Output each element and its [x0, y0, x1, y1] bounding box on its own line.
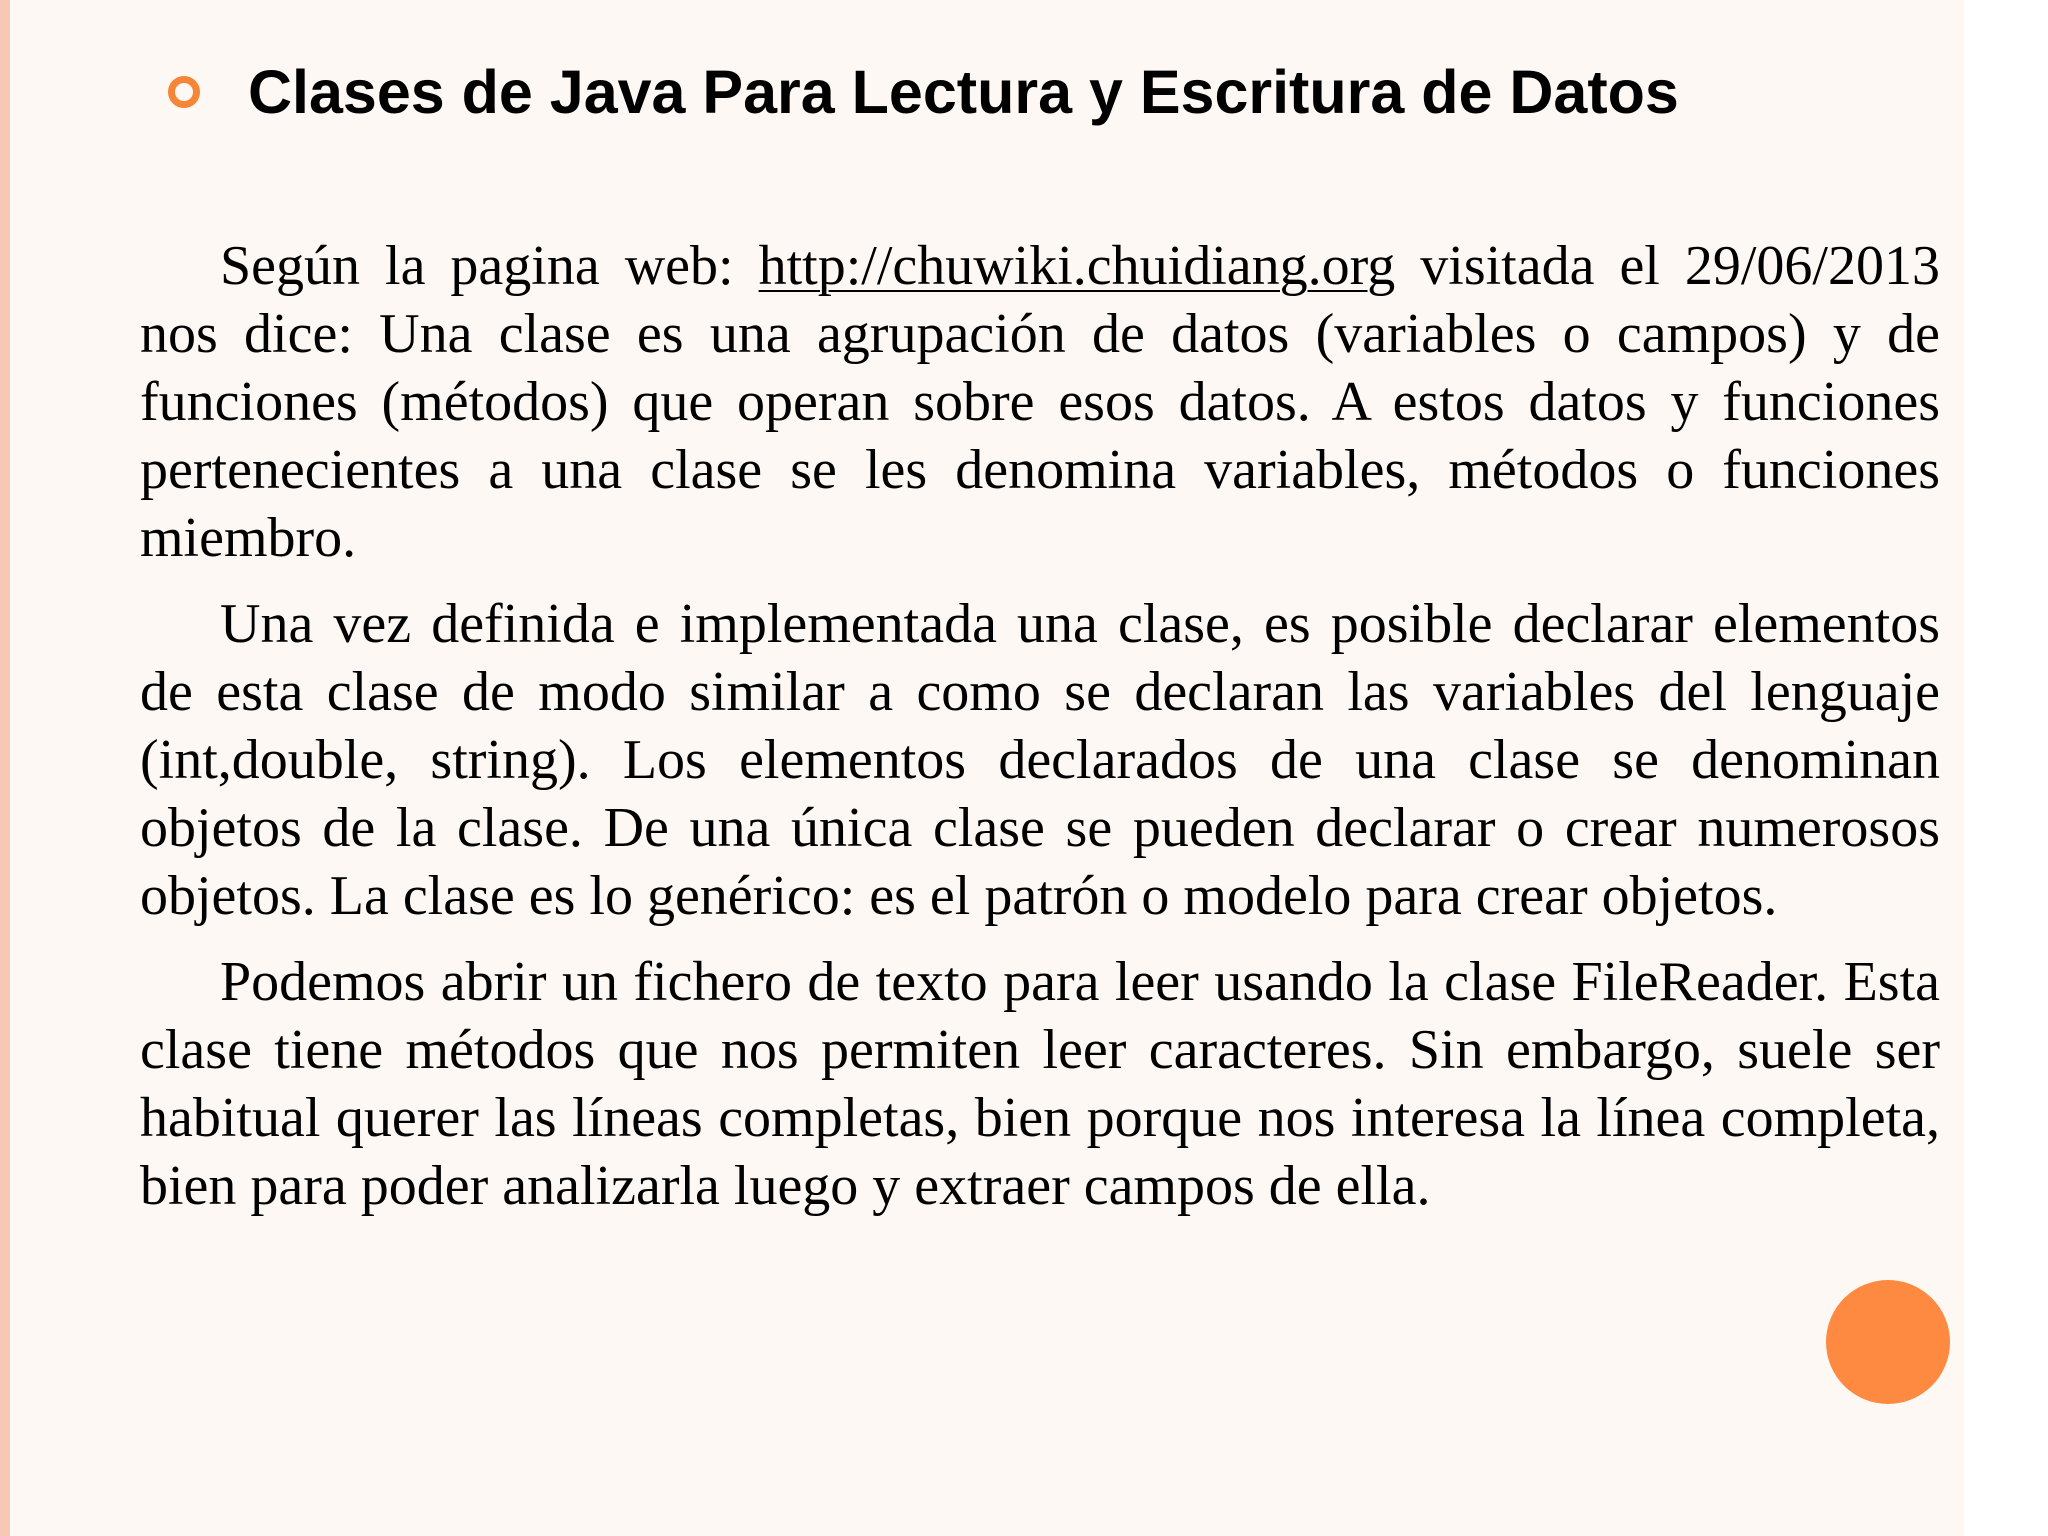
right-border-panel	[1964, 0, 2048, 1536]
ring-bullet-icon	[168, 76, 200, 108]
title-row	[168, 46, 1679, 138]
paragraph-3: Podemos abrir un fichero de texto para leer usando la clase FileReader. Esta clase tiene métodos que nos permiten leer caracteres. Sin embargo, suele ser habitual querer las líneas completas, bien porque nos interesa la línea completa, bien para poder analizarla luego y extraer campos de ella.	[140, 951, 1940, 1217]
paragraph-1-rest: visitada el 29/06/2013 nos dice: Una clase es una agrupación de datos (variables o campos) y de funciones (métodos) que operan sobre esos datos. A estos datos y funciones pertenecientes a una clase se les denomina variables, métodos o funciones miembro.	[140, 235, 1940, 569]
source-link[interactable]: http://chuwiki.chuidiang.org	[758, 235, 1396, 297]
paragraph-1-intro: Según la pagina web:	[220, 235, 759, 297]
paragraph-2: Una vez definida e implementada una clase, es posible declarar elementos de esta clase de modo similar a como se declaran las variables del lenguaje (int,double, string). Los elementos declarados de una clase se denominan objetos de la clase. De una única clase se pueden declarar o crear numerosos objetos. La clase es lo genérico: es el patrón o modelo para crear objetos.	[140, 593, 1940, 927]
left-border-stripe	[0, 0, 10, 1536]
slide-title: Clases de Java Para Lectura y Escritura de Datos	[248, 58, 1679, 126]
orange-circle-icon	[1826, 1280, 1950, 1404]
slide-body	[140, 232, 1940, 1238]
paragraph-1	[140, 232, 1940, 572]
